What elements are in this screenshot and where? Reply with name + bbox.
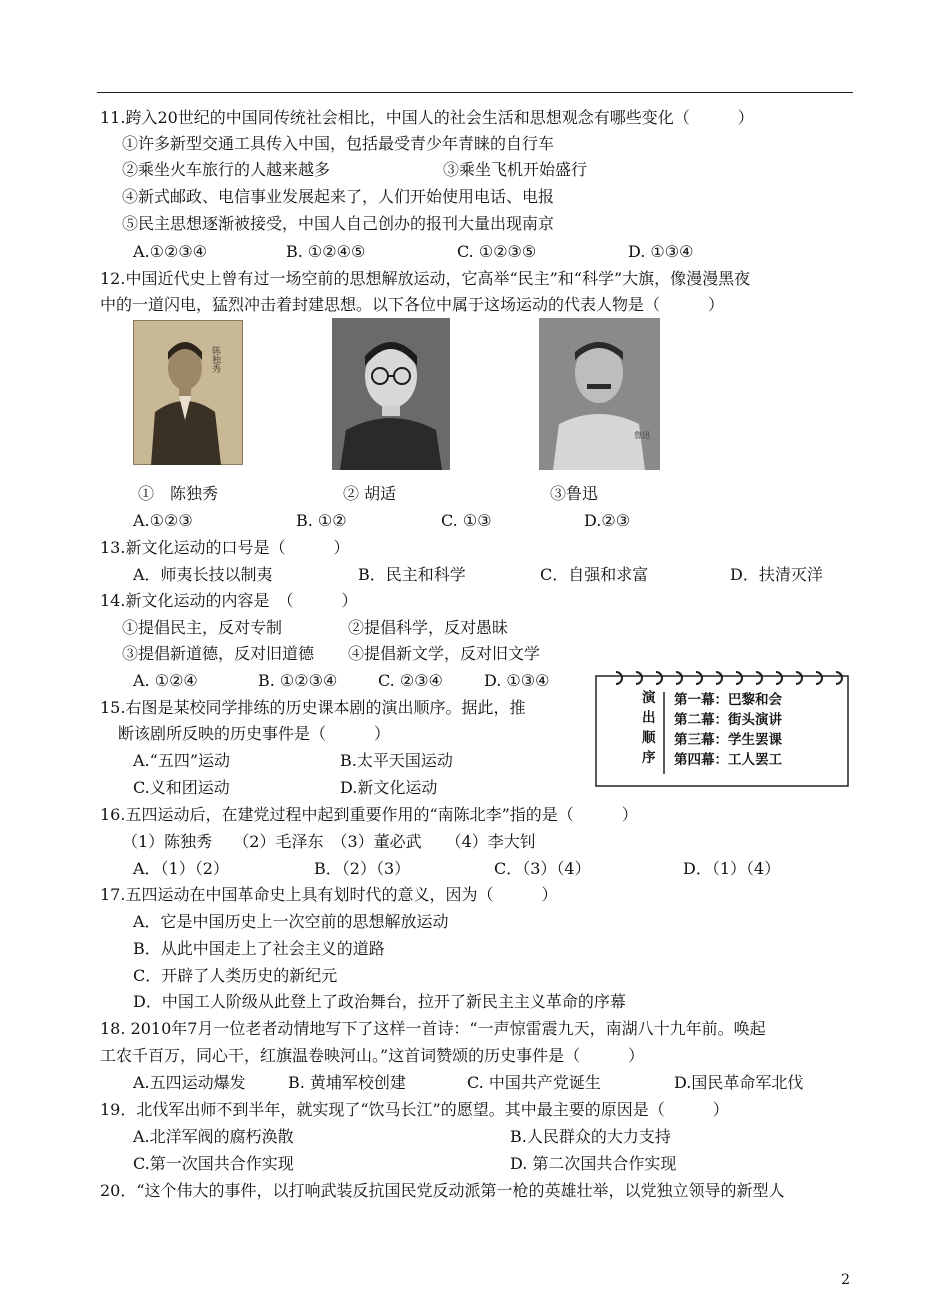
- q15-option-a: A.“五四”运动: [133, 751, 231, 770]
- q13-option-d: D．扶清灭洋: [730, 565, 823, 584]
- q12-option-d: D.②③: [584, 511, 631, 530]
- q19-option-a: A.北洋军阀的腐朽涣散: [133, 1127, 294, 1146]
- q14-option-b: B. ①②③④: [258, 671, 338, 690]
- q11-option-a: A.①②③④: [133, 242, 208, 261]
- q12-stem-line1: 12.中国近代史上曾有过一场空前的思想解放运动，它高举“民主”和“科学”大旗，像漫漫黑夜: [100, 269, 751, 288]
- header-rule: [97, 92, 853, 93]
- q15-stem-line2: 断该剧所反映的历史事件是（ ）: [118, 724, 391, 743]
- q14-item-2: ②提倡科学，反对愚昧: [348, 618, 509, 637]
- q14-item-4: ④提倡新文学，反对旧文学: [348, 644, 541, 663]
- q20-stem: 20．“这个伟大的事件，以打响武装反抗国民党反动派第一枪的英雄壮举，以党独立领导的新型人: [100, 1181, 785, 1200]
- q19-stem: 19．北伐军出师不到半年，就实现了“饮马长江”的愿望。其中最主要的原因是（ ）: [100, 1100, 729, 1119]
- q14-option-a: A. ①②④: [133, 671, 198, 690]
- q17-option-d: D．中国工人阶级从此登上了政治舞台，拉开了新民主主义革命的序幕: [133, 992, 626, 1011]
- q18-option-d: D.国民革命军北伐: [674, 1073, 804, 1092]
- figure-side-label: 演出顺序: [642, 690, 656, 766]
- q15-option-c: C.义和团运动: [133, 778, 230, 797]
- q18-option-a: A.五四运动爆发: [133, 1073, 246, 1092]
- q11-item-1: ①许多新型交通工具传入中国，包括最受青少年青睐的自行车: [122, 134, 555, 153]
- q13-option-c: C．自强和求富: [540, 565, 649, 584]
- portrait-hu-shi: [332, 318, 450, 470]
- q18-stem-line2: 工农千百万，同心干，红旗温卷映河山。”这首词赞颂的历史事件是（ ）: [100, 1046, 645, 1065]
- figure-act-1: 第一幕：巴黎和会: [674, 692, 782, 708]
- q11-item-4: ④新式邮政、电信事业发展起来了，人们开始使用电话、电报: [122, 187, 555, 206]
- q16-option-d: D．（1）（4）: [683, 859, 781, 878]
- q12-stem-line2: 中的一道闪电，猛烈冲击着封建思想。以下各位中属于这场运动的代表人物是（ ）: [100, 295, 725, 314]
- q11-stem: 11.跨入20世纪的中国同传统社会相比，中国人的社会生活和思想观念有哪些变化（ ）: [100, 108, 754, 127]
- q13-option-a: A．师夷长技以制夷: [133, 565, 273, 584]
- q18-stem-line1: 18. 2010年7月一位老者动情地写下了这样一首诗：“一声惊雷震九天，南湖八十九年前。唤起: [100, 1019, 766, 1038]
- q11-option-d: D. ①③④: [628, 242, 694, 261]
- q18-option-b: B. 黄埔军校创建: [288, 1073, 406, 1092]
- svg-text:鲁迅: 鲁迅: [634, 431, 650, 440]
- q14-option-d: D. ①③④: [484, 671, 550, 690]
- q14-stem: 14.新文化运动的内容是 （ ）: [100, 591, 358, 610]
- svg-text:陈独秀: 陈独秀: [210, 346, 220, 373]
- q15-stem-line1: 15.右图是某校同学排练的历史课本剧的演出顺序。据此，推: [100, 698, 526, 717]
- q17-option-c: C．开辟了人类历史的新纪元: [133, 966, 338, 985]
- q11-option-c: C. ①②③⑤: [457, 242, 537, 261]
- q15-option-d: D.新文化运动: [340, 778, 438, 797]
- figure-act-2: 第二幕：街头演讲: [674, 712, 782, 728]
- q14-item-3: ③提倡新道德，反对旧道德: [122, 644, 315, 663]
- q16-option-a: A．（1）（2）: [133, 859, 229, 878]
- figure-act-3: 第三幕：学生罢课: [674, 732, 782, 748]
- figure-act-4: 第四幕：工人罢工: [674, 752, 782, 768]
- q17-stem: 17.五四运动在中国革命史上具有划时代的意义，因为（ ）: [100, 885, 558, 904]
- page-number: 2: [841, 1272, 850, 1288]
- q12-caption-1: ① 陈独秀: [138, 484, 219, 503]
- portrait-lu-xun: [539, 318, 660, 470]
- q13-option-b: B．民主和科学: [358, 565, 466, 584]
- portrait-chen-duxiu: [133, 320, 243, 465]
- q17-option-b: B．从此中国走上了社会主义的道路: [133, 939, 385, 958]
- q12-option-b: B. ①②: [296, 511, 347, 530]
- q16-items: （1）陈独秀 （2）毛泽东 （3）董必武 （4）李大钊: [122, 832, 536, 851]
- q11-item-3: ③乘坐飞机开始盛行: [443, 160, 588, 179]
- q11-item-5: ⑤民主思想逐渐被接受，中国人自己创办的报刊大量出现南京: [122, 214, 555, 233]
- q19-option-c: C.第一次国共合作实现: [133, 1154, 294, 1173]
- q16-option-b: B．（2）（3）: [314, 859, 411, 878]
- play-order-figure: [594, 668, 850, 788]
- q19-option-d: D. 第二次国共合作实现: [510, 1154, 677, 1173]
- q16-option-c: C．（3）（4）: [494, 859, 591, 878]
- q17-option-a: A．它是中国历史上一次空前的思想解放运动: [133, 912, 449, 931]
- q13-stem: 13.新文化运动的口号是（ ）: [100, 538, 350, 557]
- q11-option-b: B. ①②④⑤: [286, 242, 366, 261]
- q12-caption-2: ② 胡适: [343, 484, 397, 503]
- q12-caption-3: ③鲁迅: [550, 484, 599, 503]
- q15-option-b: B.太平天国运动: [340, 751, 453, 770]
- q14-item-1: ①提倡民主，反对专制: [122, 618, 283, 637]
- q18-option-c: C. 中国共产党诞生: [467, 1073, 601, 1092]
- q19-option-b: B.人民群众的大力支持: [510, 1127, 671, 1146]
- q16-stem: 16.五四运动后，在建党过程中起到重要作用的“南陈北李”指的是（ ）: [100, 805, 638, 824]
- q14-option-c: C. ②③④: [378, 671, 443, 690]
- q12-option-c: C. ①③: [441, 511, 492, 530]
- q11-item-2: ②乘坐火车旅行的人越来越多: [122, 160, 331, 179]
- q12-option-a: A.①②③: [133, 511, 193, 530]
